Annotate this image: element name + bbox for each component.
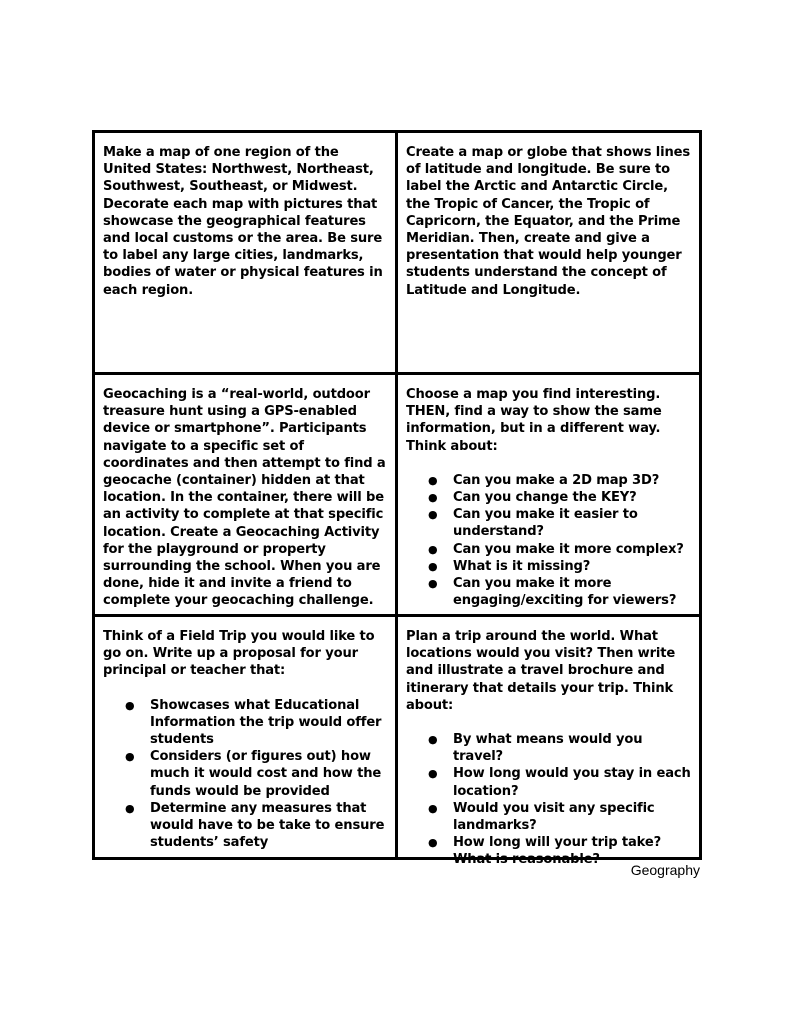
bullet-list <box>406 472 691 610</box>
list-item-text: How long will your trip take? What is reasonable? <box>453 835 662 868</box>
list-item-text: Can you make it more complex? <box>453 541 684 557</box>
list-item <box>406 575 691 609</box>
list-item-text: Determine any measures that would have to be take to ensure students’ safety <box>150 800 385 851</box>
cell-text: Create a map or globe that shows lines of latitude and longitude. Be sure to label the Arctic and Antarctic Circle, the Tropic of Cancer, the Tropic of Capricorn, the Equator, and the Prime Meridian. Then, create and give a presentation that would help younger students understand the concept of Latitude and Longitude. <box>406 145 691 298</box>
cell-world-trip <box>398 617 699 868</box>
bullet-icon: ● <box>428 508 438 522</box>
list-item-text: Considers (or figures out) how much it would cost and how the funds would be provided <box>150 749 382 799</box>
list-item-text: Can you change the KEY? <box>453 490 637 506</box>
cell-us-region-map <box>95 133 398 375</box>
list-item <box>103 697 387 749</box>
list-item <box>406 506 691 540</box>
list-item-text: By what means would you travel? <box>453 732 643 765</box>
bullet-icon: ● <box>428 491 438 505</box>
list-item <box>406 472 691 489</box>
cell-intro: Plan a trip around the world. What locations would you visit? Then write and illustrate a travel brochure and itinerary that details your trip. Think about: <box>406 629 676 713</box>
bullet-icon: ● <box>125 698 135 712</box>
cell-latitude-longitude <box>398 133 699 375</box>
bullet-list <box>103 697 387 852</box>
list-item-text: Can you make it more engaging/exciting for viewers? <box>453 576 677 609</box>
cell-text: Make a map of one region of the United States: Northwest, Northeast, Southwest, Southeast, or Midwest. Decorate each map with pictures that showcase the geographical features and local customs or the area. Be sure to label any large cities, landmarks, bodies of water or physical features in each region. <box>103 145 383 298</box>
cell-map-transform <box>398 375 699 617</box>
cell-text: Geocaching is a “real-world, outdoor treasure hunt using a GPS-enabled device or smartphone”. Participants navigate to a specific set of coordinates and then attempt to find a geocache (container) hidden at that location. In the container, there will be an activity to complete at that specific location. Create a Geocaching Activity for the playground or property surrounding the school. When you are done, hide it and invite a friend to complete your geocaching challenge. <box>103 387 386 609</box>
list-item-text: Can you make a 2D map 3D? <box>453 472 660 488</box>
list-item <box>406 765 691 799</box>
list-item-text: How long would you stay in each location? <box>453 766 691 799</box>
bullet-icon: ● <box>428 559 438 573</box>
cell-geocaching <box>95 375 398 617</box>
list-item <box>103 800 387 852</box>
cell-intro: Think of a Field Trip you would like to go on. Write up a proposal for your principal or teacher that: <box>103 629 375 679</box>
bullet-icon: ● <box>428 733 438 747</box>
list-item <box>406 558 691 575</box>
list-item-text: What is it missing? <box>453 558 591 574</box>
cell-field-trip <box>95 617 398 857</box>
cell-intro: Choose a map you find interesting. THEN, find a way to show the same information, but in a different way. Think about: <box>406 387 662 454</box>
bullet-icon: ● <box>428 836 438 850</box>
list-item <box>406 489 691 506</box>
bullet-icon: ● <box>428 801 438 815</box>
list-item <box>103 748 387 800</box>
list-item <box>406 800 691 834</box>
bullet-icon: ● <box>428 577 438 591</box>
bullet-icon: ● <box>428 473 438 487</box>
list-item <box>406 731 691 765</box>
bullet-icon: ● <box>428 767 438 781</box>
list-item-text: Can you make it easier to understand? <box>453 507 638 540</box>
footer-subject-label: Geography <box>630 862 700 878</box>
activity-grid <box>92 130 702 868</box>
list-item-text: Would you visit any specific landmarks? <box>453 800 655 834</box>
bullet-icon: ● <box>428 542 438 556</box>
bullet-icon: ● <box>125 801 135 815</box>
list-item <box>406 541 691 558</box>
bullet-icon: ● <box>125 750 135 764</box>
bullet-list <box>406 731 691 869</box>
list-item-text: Showcases what Educational Information the trip would offer students <box>150 697 382 748</box>
